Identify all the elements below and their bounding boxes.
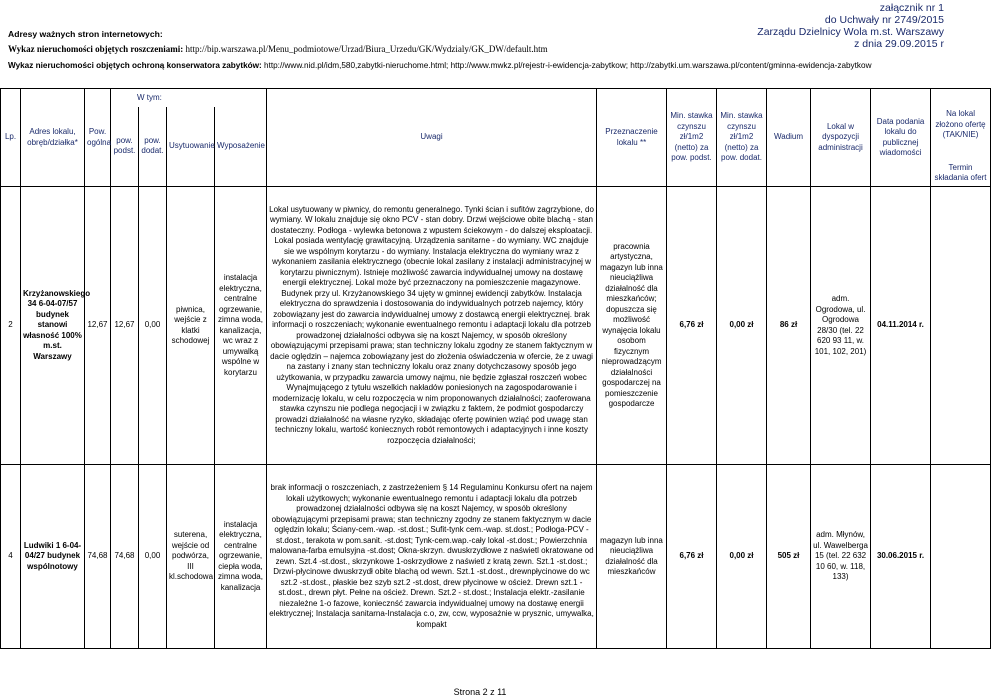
header-area-extra: pow. dodat. [139,107,167,187]
row-area-extra: 0,00 [139,465,167,649]
header-address: Adres lokalu, obręb/działka* [21,89,85,187]
websites-heading: Adresy ważnych stron internetowych: [8,29,163,39]
premises-table [0,88,991,649]
row-purpose: magazyn lub inna nieuciążliwa działalność dla mieszkańców [597,465,667,649]
header-area-total: Pow. ogólna [85,89,111,187]
header-submission-date: Data podania lokalu do publicznej wiadomości [871,89,931,187]
annex-header [757,2,944,50]
header-lp: Lp. [1,89,21,187]
resolution-number: do Uchwały nr 2749/2015 [824,14,944,26]
row-remarks: brak informacji o roszczeniach, z zastrzeżeniem § 14 Regulaminu Konkursu ofert na najem lokali użytkowych; wykonanie ewentualnego remontu i adaptacji lokalu dla potrzeb prowadzonej działalności odbywa się na koszt Najemcy, w sposób określony obowiązującymi przepisami prawa; stan techniczny zgodny ze stanem faktycznym w dacie oględzin lokalu; Ściany-cem.-wap. -st.dost.; Sufit-tynk cem.-wap. st.dost.; Podłoga-PCV -st.dost., terakota w pom.sanit. -st.dost; Tynk-cem.wap.-cały lokal -st.dost.; Powierzchnia malowana-farba emulsyjna -st.dost; Okna-skrzyn. dwuskrzydłowe z naświetl okratowane od zewn. Szt.4 -st.dost., skrzynkowe 1-oskrzydłowe z naświetl z kratą zewn. Szt.1 -st.dost.; Drzwi-płycinowe dwuskrzydł obite blachą od wewn. Szt.1 -st.dost., drewnpłycinowe do wc szt.2 -st.dost., płaskie bez szyb szt.2 -st.dost, drew płycinowe w oścież. Drewn szt.1 -st.dost., drewn płyt. Pełne na oścież. Drewn. Szt.2 - st.dost.; Instalacja elektr.-zasilanie niezależne 1-o fazowe, koniecznść zawarcia indywidualnej umowy na dostawę energii elektrycznej; Instalacja sanitarna-Instalacja c.o, zw, ccw, wyposażnie w prysznic, umywalka, kompakt [267,465,597,649]
header-equipment: Wyposażenie [215,107,267,187]
header-deposit: Wadium [767,89,811,187]
row-location: suterena, wejście od podwórza, III kl.schodowa [167,465,215,649]
header-offer-deadline: Termin składania ofert [934,162,987,182]
claims-line [8,44,548,54]
row-area-total: 74,68 [85,465,111,649]
board-name: Zarządu Dzielnicy Wola m.st. Warszawy [757,26,944,38]
row-area-basic: 74,68 [111,465,139,649]
row-offer [931,465,991,649]
row-administrator: adm. Ogrodowa, ul. Ogrodowa 28/30 (tel. 22 620 93 11, w. 101, 102, 201) [811,187,871,465]
row-lp: 2 [1,187,21,465]
row-equipment: instalacja elektryczna, centralne ogrzewanie, zimna woda, kanalizacja, wc wraz z umywalką wspólne w korytarzu [215,187,267,465]
row-equipment: instalacja elektryczna, centralne ogrzewanie, ciepła woda, zimna woda, kanalizacja [215,465,267,649]
row-area-basic: 12,67 [111,187,139,465]
row-rate-extra: 0,00 zł [717,465,767,649]
header-min-rate-basic: Min. stawka czynszu zł/1m2 (netto) za pow. podst. [667,89,717,187]
header-location: Usytuowanie [167,107,215,187]
row-purpose: pracownia artystyczna, magazyn lub inna nieuciążliwa działalność dla mieszkańców; dopuszcza się możliwość wynajęcia lokalu osobom fizycznym nieprowadzącym działalności gospodarczej na pomieszczenie gospodarcze [597,187,667,465]
annex-number: załącznik nr 1 [879,2,944,14]
row-area-extra: 0,00 [139,187,167,465]
heritage-line [8,61,872,70]
header-area-basic: pow. podst. [111,107,139,187]
resolution-date: z dnia 29.09.2015 r [854,38,944,50]
heritage-link[interactable]: http://www.nid.pl/idm,580,zabytki-nieruchome.html; http://www.mwkz.pl/rejestr-i-ewidencja-zabytkow; http://zabytki.um.warszawa.pl/content/gminna-ewidencja-zabytkow [261,61,872,70]
claims-link[interactable]: http://bip.warszawa.pl/Menu_podmiotowe/Urzad/Biura_Urzedu/GK/Wydzialy/GK_DW/default.htm [183,44,548,54]
page-number: Strona 2 z 11 [453,687,507,697]
header-administrator: Lokal w dyspozycji administracji [811,89,871,187]
header-offer [931,89,991,187]
header-remarks: Uwagi [267,89,597,187]
row-deposit: 505 zł [767,465,811,649]
heritage-label: Wykaz nieruchomości objętych ochroną konserwatora zabytków: [8,61,262,70]
row-lp: 4 [1,465,21,649]
row-rate-basic: 6,76 zł [667,465,717,649]
row-address: Ludwiki 1 6-04-04/27 budynek wspólnotowy [21,465,85,649]
row-administrator: adm. Młynów, ul. Wawelberga 15 (tel. 22 632 10 60, w. 118, 133) [811,465,871,649]
row-date: 30.06.2015 r. [871,465,931,649]
row-date: 04.11.2014 r. [871,187,931,465]
row-remarks: Lokal usytuowany w piwnicy, do remontu generalnego. Tynki ścian i sufitów zagrzybione, do wymiany. W lokalu znajduje się okno PCV - stan dobry. Drzwi wejściowe obite blachą - stan dostateczny. Podłoga - wylewka betonowa z wpustem ściekowym - do dalszej eksploatacji. Lokal posiada wentylację grawitacyjną. Urządzenia sanitarne - do wymiany. WC znajduje sie we wspólnym korytarzu - do wymiany. Instalacja elektryczna do wymiany wraz z wykonaniem zasilania elektrycznego (obecnie lokal zasilany z instalacji administracyjnej w korytarzu piwnicznym). Istnieje możliwość zawarcia indywidualnej umowy na dostawę energii elektrycznej. Lokal może być przeznaczony na pomieszczenie magazynowe. Budynek przy ul. Krzyżanowskiego 34 ujęty w gminnej ewidencji zabytków. Instalacja elektryczna do sprawdzenia i dostosowania do indywidualnych potrzeb najemcy, który zobowiązany jest do zawarcia indywidualnej umowy z dostawcą energii elektrycznej. brak informacji o roszczeniach; wykonanie ewentualnego remontu i adaptacji lokalu dla potrzeb prowadzonej działalności odbywa się na koszt Najemcy, w sposób określony obowiązującymi przepisami prawa; stan techniczny lokalu zgodny ze stanem faktycznym w dacie oględzin – najemca zobowiązany jest do złożenia oświadczenia w ofercie, że z uwagi na zastany i znany stan techniczny lokalu oraz znany dotychczasowy sposób jego użytkowania, w przypadku zawarcia umowy najmu, nie będzie zgłaszał roszczeń wobec Wynajmującego z tytułu wszelkich nakładów poniesionych na zagospodarowanie i modernizację lokalu, w celu rozpoczęcia w nim proponowanych działalności; zaoferowana stawka czynszu nie podlega negocjacji i w związku z faktem, że podmiot gospodarczy prowadzi działalność na własne ryzyko, składając ofertę powinien wziąć pod uwagę stan techniczny lokalu, wartość koniecznych robót remontowych i adaptacyjnych i inne koszty rozpoczęcia działalności; [267,187,597,465]
row-rate-basic: 6,76 zł [667,187,717,465]
row-address: Krzyżanowskiego 34 6-04-07/57 budynek stanowi własność 100% m.st. Warszawy [21,187,85,465]
header-offer-top: Na lokal złożono ofertę (TAK/NIE) [935,109,986,139]
row-area-total: 12,67 [85,187,111,465]
header-min-rate-extra: Min. stawka czynszu zł/1m2 (netto) za pow. dodat. [717,89,767,187]
row-deposit: 86 zł [767,187,811,465]
table-row [1,465,991,649]
header-purpose: Przeznaczenie lokalu ** [597,89,667,187]
row-offer [931,187,991,465]
row-rate-extra: 0,00 zł [717,187,767,465]
header-w-tym: W tym: [111,89,267,107]
claims-label: Wykaz nieruchomości objętych roszczeniami: [8,44,184,54]
row-location: piwnica, wejście z klatki schodowej [167,187,215,465]
table-row [1,187,991,465]
